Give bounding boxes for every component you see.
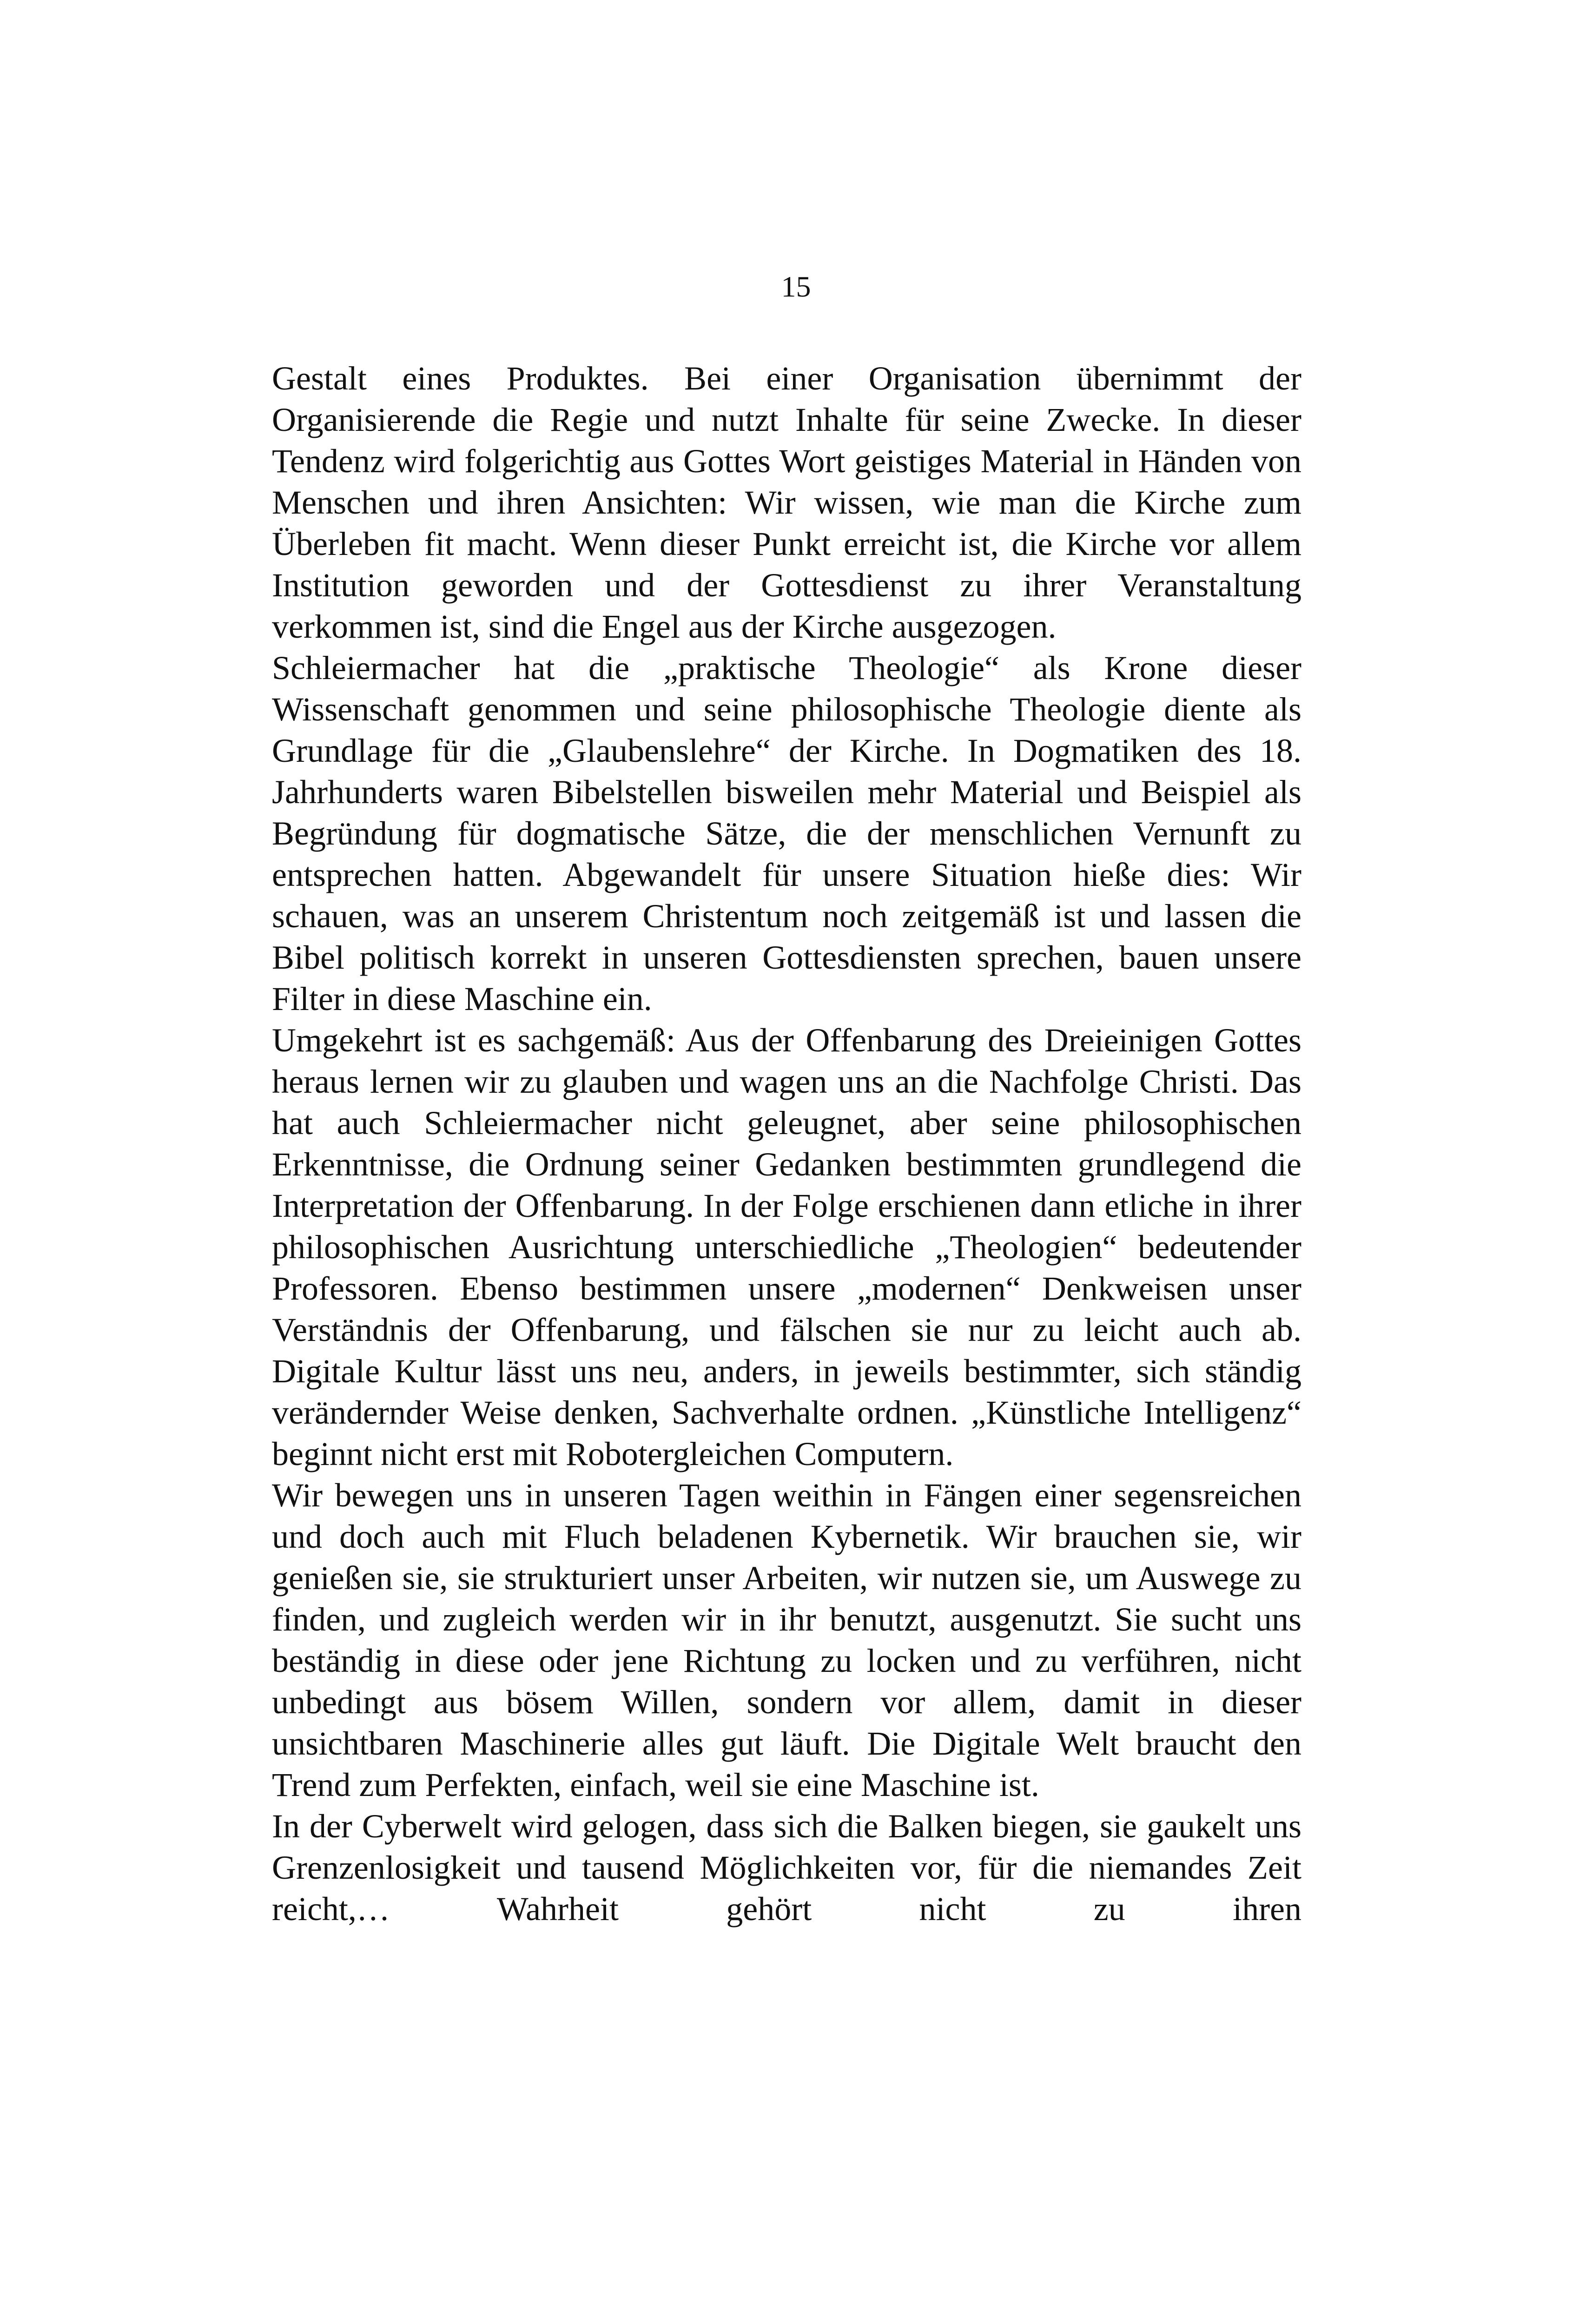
paragraph-cyberwelt: In der Cyberwelt wird gelogen, dass sich die Balken biegen, sie gaukelt uns Grenzenlosigkeit und tausend Möglichkeiten vor, für die niemandes Zeit reicht,… Wahrheit gehört nicht zu ihren bbox=[272, 1808, 1301, 1928]
paragraph-kybernetik: Wir bewegen uns in unseren Tagen weithin in Fängen einer segensreichen und doch auch mit Fluch beladenen Kybernetik. Wir brauchen sie, wir genießen sie, sie strukturiert unser Arbeiten, wir nutzen sie, um Auswege zu finden, und zugleich werden wir in ihr benutzt, ausgenutzt. Sie sucht uns beständig in diese oder jene Richtung zu locken und zu verführen, nicht unbedingt aus bösem Willen, sondern vor allem, damit in dieser unsichtbaren Maschinerie alles gut läuft. Die Digitale Welt braucht den Trend zum Perfekten, einfach, weil sie eine Maschine ist. bbox=[272, 1477, 1301, 1803]
body-text bbox=[272, 358, 1301, 1930]
page-number: 15 bbox=[781, 270, 811, 303]
paragraph-organisation: Gestalt eines Produktes. Bei einer Organisation übernimmt der Organisierende die Regie und nutzt Inhalte für seine Zwecke. In dieser Tendenz wird folgerichtig aus Gottes Wort geistiges Material in Händen von Menschen und ihren Ansichten: Wir wissen, wie man die Kirche zum Überleben fit macht. Wenn dieser Punkt erreicht ist, die Kirche vor allem Institution geworden und der Gottesdienst zu ihrer Veranstaltung verkommen ist, sind die Engel aus der Kirche ausgezogen. bbox=[272, 360, 1301, 645]
paragraph-offenbarung: Umgekehrt ist es sachgemäß: Aus der Offenbarung des Dreieinigen Gottes heraus lernen wir zu glauben und wagen uns an die Nachfolge Christi. Das hat auch Schleiermacher nicht geleugnet, aber seine philosophischen Erkenntnisse, die Ordnung seiner Gedanken bestimmten grundlegend die Interpretation der Offenbarung. In der Folge erschienen dann etliche in ihrer philosophischen Ausrichtung unterschiedliche „Theologien“ bedeutender Professoren. Ebenso bestimmen unsere „modernen“ Denkweisen unser Verständnis der Offenbarung, und fälschen sie nur zu leicht auch ab. Digitale Kultur lässt uns neu, anders, in jeweils bestimmter, sich ständig verändernder Weise denken, Sachverhalte ordnen. „Künstliche Intelligenz“ beginnt nicht erst mit Robotergleichen Computern. bbox=[272, 1022, 1301, 1472]
paragraph-schleiermacher: Schleiermacher hat die „praktische Theologie“ als Krone dieser Wissenschaft genommen und seine philosophische Theologie diente als Grundlage für die „Glaubenslehre“ der Kirche. In Dogmatiken des 18. Jahrhunderts waren Bibelstellen bisweilen mehr Material und Beispiel als Begründung für dogmatische Sätze, die der menschlichen Vernunft zu entsprechen hatten. Abgewandelt für unsere Situation hieße dies: Wir schauen, was an unserem Christentum noch zeitgemäß ist und lassen die Bibel politisch korrekt in unseren Gottesdiensten sprechen, bauen unsere Filter in diese Maschine ein. bbox=[272, 649, 1301, 1017]
